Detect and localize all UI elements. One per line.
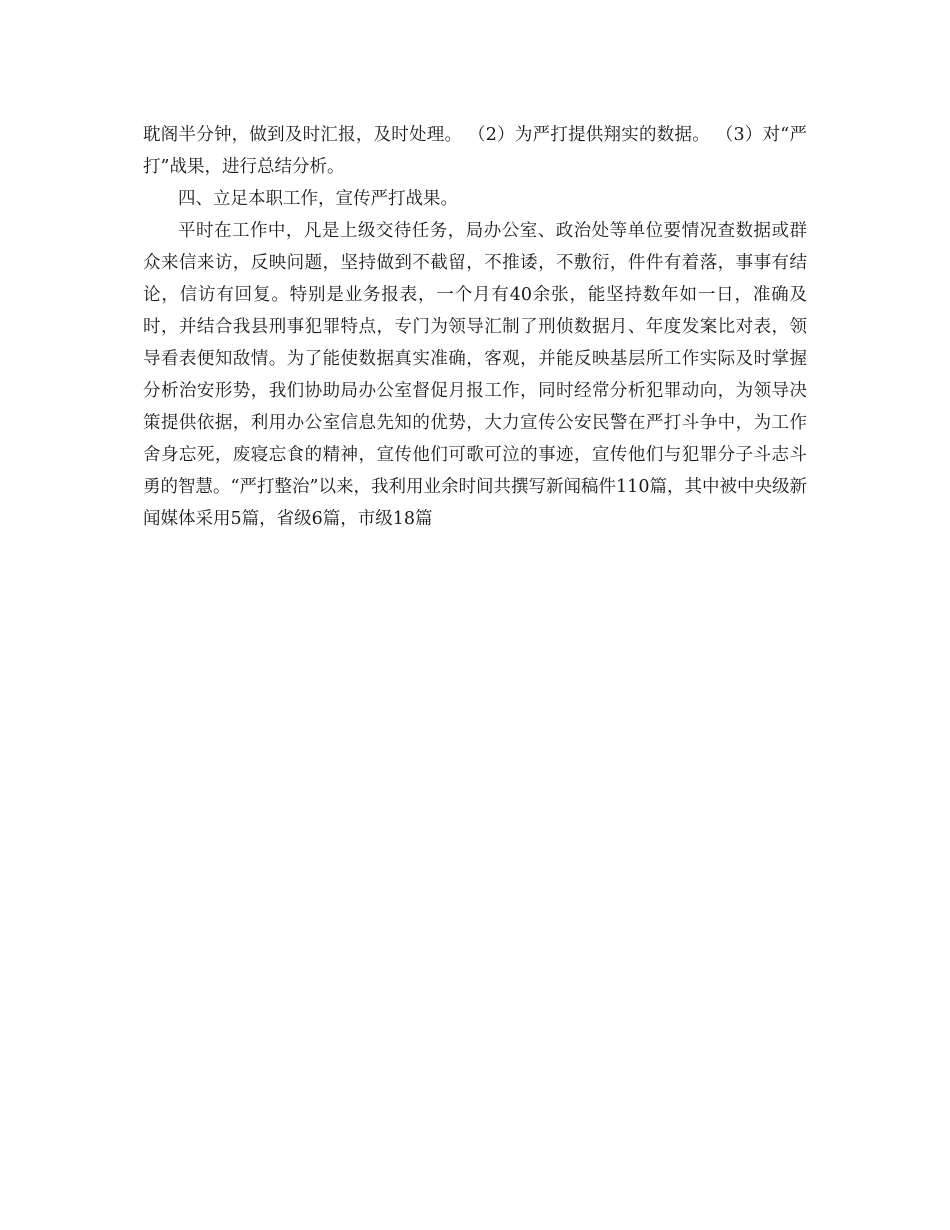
paragraph-body: 平时在工作中，凡是上级交待任务，局办公室、政治处等单位要情况查数据或群众来信来访，反映问题，坚持做到不截留，不推诿，不敷衍，件件有着落，事事有结论，信访有回复。特别是业务报表，一个月有40余张，能坚持数年如一日，准确及时，并结合我县刑事犯罪特点，专门为领导汇制了刑侦数据月、年度发案比对表，领导看表便知敌情。为了能使数据真实准确，客观，并能反映基层所工作实际及时掌握分析治安形势，我们协助局办公室督促月报工作，同时经常分析犯罪动向，为领导决策提供依据，利用办公室信息先知的优势，大力宣传公安民警在严打斗争中，为工作舍身忘死，废寝忘食的精神，宣传他们可歌可泣的事迹，宣传他们与犯罪分子斗志斗勇的智慧。“严打整治”以来，我利用业余时间共撰写新闻稿件110篇，其中被中央级新闻媒体采用5篇，省级6篇，市级18篇 [143, 221, 807, 529]
section-heading: 四、立足本职工作，宣传严打战果。 [178, 189, 458, 209]
paragraph-continuation: 耽阁半分钟，做到及时汇报，及时处理。 （2）为严打提供翔实的数据。 （3）对“严打”战果，进行总结分析。 [143, 125, 807, 177]
document-body [143, 119, 807, 535]
